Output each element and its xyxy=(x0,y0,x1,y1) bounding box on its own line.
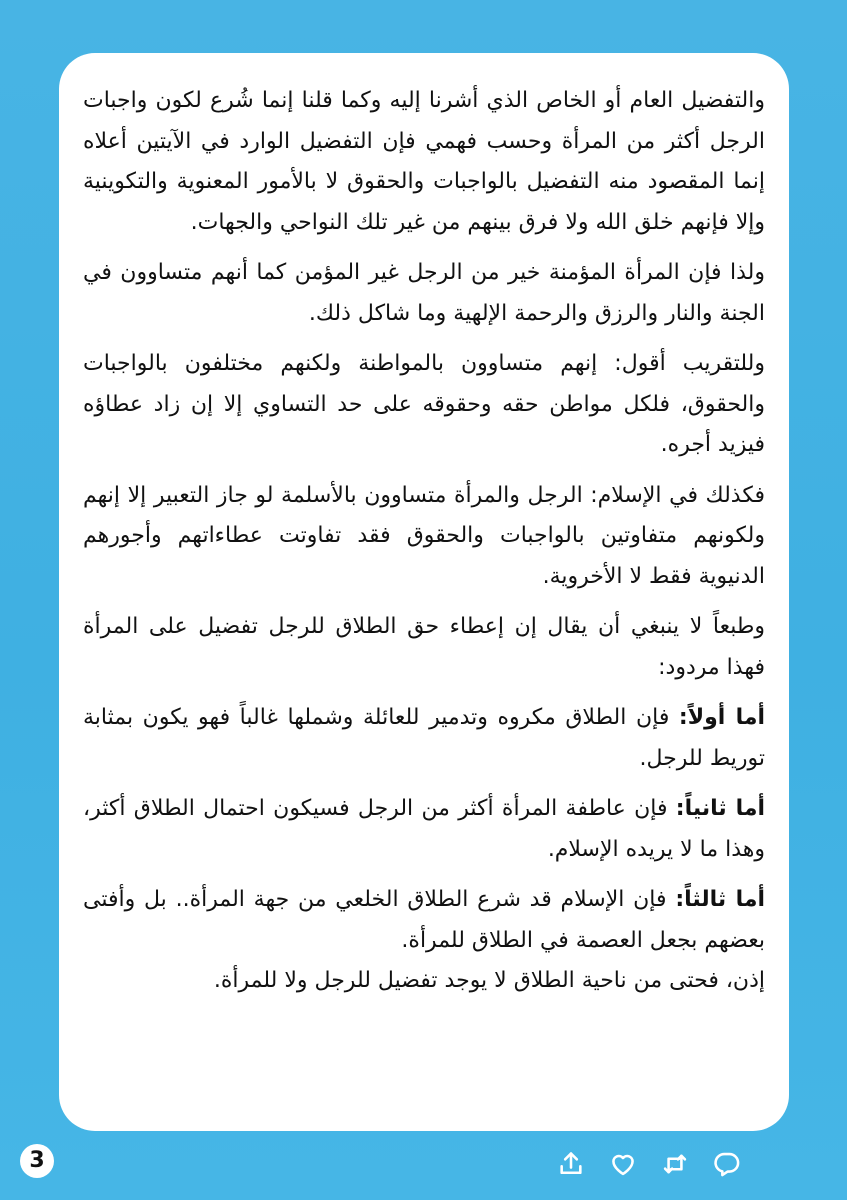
paragraph-second-reason xyxy=(83,789,765,870)
content-card xyxy=(59,53,789,1131)
retweet-icon xyxy=(661,1150,689,1178)
paragraph-lead: أما ثانياً: xyxy=(675,796,765,821)
paragraph-text: فإن عاطفة المرأة أكثر من الرجل فسيكون احتمال الطلاق أكثر، وهذا ما لا يريده الإسلام. xyxy=(83,796,765,862)
share-button[interactable] xyxy=(556,1149,586,1179)
paragraph-text: وطبعاً لا ينبغي أن يقال إن إعطاء حق الطلاق للرجل تفضيل على المرأة فهذا مردود: xyxy=(83,614,765,680)
page-number-badge: 3 xyxy=(20,1144,54,1178)
paragraph-5 xyxy=(83,607,765,688)
share-icon xyxy=(557,1150,585,1178)
paragraph-2 xyxy=(83,253,765,334)
reply-icon xyxy=(713,1150,741,1178)
paragraph-text: والتفضيل العام أو الخاص الذي أشرنا إليه وكما قلنا إنما شُرع لكون واجبات الرجل أكثر من المرأة وحسب فهمي فإن التفضيل الوارد في الآيتين أعلاه إنما المقصود منه التفضيل بالواجبات والحقوق لا بالأمور المعنوية والتكوينية وإلا فإنهم خلق الله ولا فرق بينهم من غير تلك النواحي والجهات. xyxy=(83,88,765,235)
paragraph-lead: أما أولاً: xyxy=(678,705,765,730)
paragraph-4 xyxy=(83,476,765,598)
paragraph-first-reason xyxy=(83,698,765,779)
retweet-button[interactable] xyxy=(660,1149,690,1179)
paragraph-text: إذن، فحتى من ناحية الطلاق لا يوجد تفضيل للرجل ولا للمرأة. xyxy=(213,968,765,993)
reply-button[interactable] xyxy=(712,1149,742,1179)
paragraph-lead: أما ثالثاً: xyxy=(675,887,766,912)
paragraph-third-reason xyxy=(83,880,765,961)
paragraph-text: فإن الإسلام قد شرع الطلاق الخلعي من جهة المرأة.. بل وأفتى بعضهم بجعل العصمة في الطلاق للمرأة. xyxy=(83,887,765,953)
tweet-actions-bar xyxy=(556,1146,742,1182)
paragraph-text: ولذا فإن المرأة المؤمنة خير من الرجل غير المؤمن كما أنهم متساوون في الجنة والنار والرزق والرحمة الإلهية وما شاكل ذلك. xyxy=(83,260,765,326)
paragraph-text: وللتقريب أقول: إنهم متساوون بالمواطنة ولكنهم مختلفون بالواجبات والحقوق، فلكل مواطن حقه وحقوقه على حد التساوي إلا إن زاد عطاؤه فيزيد أجره. xyxy=(83,351,765,457)
paragraph-text: فكذلك في الإسلام: الرجل والمرأة متساوون بالأسلمة لو جاز التعبير إلا إنهم ولكونهم متفاوتين بالواجبات والحقوق فقد تفاوتت عطاءاتهم وأجورهم الدنيوية فقط لا الأخروية. xyxy=(83,482,765,589)
paragraph-1 xyxy=(83,81,765,243)
article-body xyxy=(83,81,765,1002)
like-button[interactable] xyxy=(608,1149,638,1179)
heart-icon xyxy=(609,1150,637,1178)
paragraph-text: فإن الطلاق مكروه وتدمير للعائلة وشملها غالباً فهو يكون بمثابة توريط للرجل. xyxy=(83,705,765,771)
paragraph-3 xyxy=(83,344,765,466)
paragraph-conclusion xyxy=(83,961,765,1002)
